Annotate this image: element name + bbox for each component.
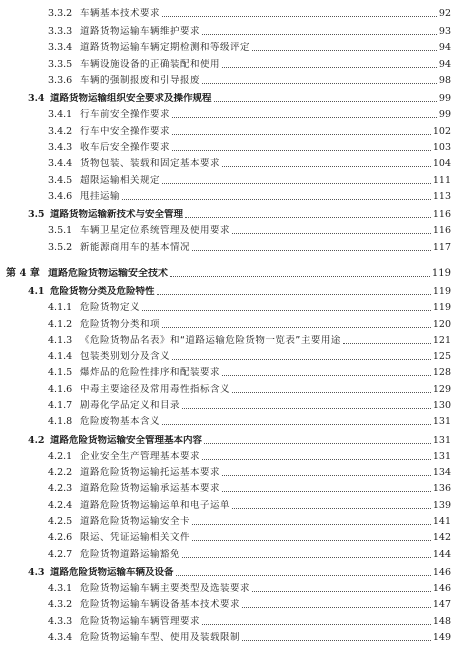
- toc-entry-title: 危险货物运输车辆主要类型及选装要求: [80, 583, 251, 594]
- toc-entry-title: 剧毒化学品定义和目录: [80, 400, 181, 411]
- toc-entry-number: 4.1.5: [48, 367, 73, 378]
- dot-leader: [252, 50, 437, 51]
- toc-entry-title: 危险废物基本含义: [80, 416, 161, 427]
- toc-entry[interactable]: [48, 526, 451, 544]
- toc-entry-page: 129: [432, 384, 451, 395]
- toc-entry-number: 3.5.1: [48, 225, 73, 236]
- toc-entry-number: 4.1.1: [48, 302, 73, 313]
- toc-entry-number: 3.4.5: [48, 175, 73, 186]
- toc-entry-title: 危险货物定义: [80, 302, 141, 313]
- toc-entry-title: 道路危险货物运输安全卡: [80, 516, 191, 527]
- dot-leader: [232, 392, 431, 393]
- toc-entry-number: 3.4.4: [48, 158, 73, 169]
- toc-entry-page: 102: [432, 126, 451, 137]
- toc-entry-number: 4.3.3: [48, 616, 73, 627]
- dot-leader: [222, 67, 437, 68]
- toc-entry-number: 4.2.5: [48, 516, 73, 527]
- toc-entry-title: 货物包装、装载和固定基本要求: [80, 158, 221, 169]
- toc-entry-number: 4.2.6: [48, 532, 73, 543]
- toc-entry-page: 146: [432, 567, 451, 578]
- toc-entry-title: 爆炸品的危险性排序和配装要求: [80, 367, 221, 378]
- toc-entry-title: 车辆设施设备的正确装配和使用: [80, 59, 221, 70]
- toc-entry[interactable]: [48, 219, 451, 237]
- toc-entry-title: 道路危险货物运输承运基本要求: [80, 483, 221, 494]
- dot-leader: [252, 591, 431, 592]
- toc-entry-title: 车辆基本技术要求: [80, 8, 161, 19]
- dot-leader: [202, 624, 431, 625]
- toc-entry-page: 94: [438, 42, 451, 53]
- dot-leader: [185, 217, 431, 218]
- dot-leader: [214, 101, 437, 102]
- toc-entry-page: 119: [432, 286, 451, 297]
- dot-leader: [192, 540, 431, 541]
- toc-entry[interactable]: [48, 361, 451, 379]
- toc-entry-number: 4.1.2: [48, 319, 73, 330]
- toc-entry-page: 142: [432, 532, 451, 543]
- toc-entry-title: 包装类别划分及含义: [80, 351, 171, 362]
- dot-leader: [162, 327, 431, 328]
- toc-entry-title: 中毒主要途径及常用毒性指标含义: [80, 384, 231, 395]
- toc-entry-title: 道路货物运输车辆定期检测和等级评定: [80, 42, 251, 53]
- toc-entry-title: 危险货物运输车辆管理要求: [80, 616, 201, 627]
- dot-leader: [172, 359, 431, 360]
- toc-entry-number: 4.1.8: [48, 416, 73, 427]
- toc-entry-title: 道路危险货物运输车辆及设备: [50, 567, 174, 578]
- toc-entry-page: 148: [432, 616, 451, 627]
- toc-entry-page: 99: [438, 93, 451, 104]
- toc-entry-title: 危险货物运输车辆设备基本技术要求: [80, 599, 241, 610]
- toc-entry-number: 3.4.6: [48, 191, 73, 202]
- toc-entry-page: 131: [432, 435, 451, 446]
- toc-entry-page: 130: [432, 400, 451, 411]
- toc-entry-number: 4.2.1: [48, 451, 73, 462]
- dot-leader: [122, 199, 431, 200]
- toc-entry-title: 限运、凭证运输相关文件: [80, 532, 191, 543]
- toc-entry-number: 4.3.4: [48, 632, 73, 643]
- toc-entry-number: 4.2.2: [48, 467, 73, 478]
- toc-entry[interactable]: [48, 543, 451, 561]
- toc-entry-page: 104: [432, 158, 451, 169]
- toc-entry-title: 甩挂运输: [80, 191, 121, 202]
- toc-entry-number: 3.4.3: [48, 142, 73, 153]
- toc-entry-page: 134: [432, 467, 451, 478]
- dot-leader: [232, 233, 431, 234]
- toc-entry-number: 3.4.1: [48, 109, 73, 120]
- toc-entry-number: 4.1.3: [48, 335, 73, 346]
- toc-entry-number: 3.5: [28, 209, 45, 220]
- toc-entry-page: 141: [432, 516, 451, 527]
- toc-entry-page: 131: [432, 416, 451, 427]
- toc-entry-page: 103: [432, 142, 451, 153]
- toc-entry[interactable]: [48, 103, 451, 121]
- toc-entry-title: 危险货物道路运输豁免: [80, 549, 181, 560]
- toc-entry-page: 128: [432, 367, 451, 378]
- toc-entry[interactable]: [48, 593, 451, 611]
- dot-leader: [162, 183, 431, 184]
- toc-entry-title: 危险货物运输车型、使用及装载限制: [80, 632, 241, 643]
- dot-leader: [242, 607, 431, 608]
- toc-entry[interactable]: [6, 262, 451, 280]
- dot-leader: [222, 166, 431, 167]
- toc-entry-page: 146: [432, 583, 451, 594]
- toc-entry-number: 4.2.7: [48, 549, 73, 560]
- dot-leader: [172, 134, 431, 135]
- toc-entry-number: 3.3.6: [48, 75, 73, 86]
- toc-entry-page: 92: [438, 8, 451, 19]
- dot-leader: [202, 34, 437, 35]
- dot-leader: [222, 491, 431, 492]
- toc-entry-number: 3.3.4: [48, 42, 73, 53]
- toc-entry-number: 3.5.2: [48, 242, 73, 253]
- toc-entry-title: 收车后安全操作要求: [80, 142, 171, 153]
- toc-entry-title: 车辆的强制报废和引导报废: [80, 75, 201, 86]
- toc-entry-page: 116: [432, 209, 451, 220]
- toc-entry-title: 危险货物分类及危险特性: [50, 286, 155, 297]
- toc-entry-title: 车辆卫星定位系统管理及使用要求: [80, 225, 231, 236]
- dot-leader: [162, 16, 437, 17]
- toc-entry-page: 116: [432, 225, 451, 236]
- dot-leader: [222, 475, 431, 476]
- dot-leader: [170, 276, 430, 277]
- toc-entry-page: 147: [432, 599, 451, 610]
- dot-leader: [343, 343, 431, 344]
- toc-entry-page: 144: [432, 549, 451, 560]
- toc-entry[interactable]: [48, 185, 451, 203]
- toc-entry-number: 第 4 章: [6, 268, 40, 279]
- dot-leader: [192, 524, 431, 525]
- toc-entry-title: 超限运输相关规定: [80, 175, 161, 186]
- toc-entry-page: 131: [432, 451, 451, 462]
- toc-entry-page: 113: [432, 191, 451, 202]
- dot-leader: [192, 250, 431, 251]
- dot-leader: [172, 117, 437, 118]
- toc-entry[interactable]: [48, 410, 451, 428]
- toc-entry[interactable]: [48, 296, 451, 314]
- toc-entry-number: 3.3.2: [48, 8, 73, 19]
- toc-entry-number: 4.1.7: [48, 400, 73, 411]
- toc-entry-title: 《危险货物品名表》和“道路运输危险货物一览表”主要用途: [80, 335, 341, 346]
- toc-entry-page: 98: [438, 75, 451, 86]
- toc-entry-page: 119: [432, 302, 451, 313]
- dot-leader: [222, 375, 431, 376]
- toc-entry[interactable]: [48, 36, 451, 54]
- toc-entry-page: 121: [432, 335, 451, 346]
- toc-entry-title: 行车中安全操作要求: [80, 126, 171, 137]
- toc-entry-number: 3.4.2: [48, 126, 73, 137]
- dot-leader: [182, 557, 431, 558]
- toc-entry-title: 行车前安全操作要求: [80, 109, 171, 120]
- toc-entry-page: 139: [432, 500, 451, 511]
- dot-leader: [202, 83, 437, 84]
- toc-entry-title: 道路货物运输组织安全要求及操作规程: [50, 93, 212, 104]
- toc-entry-number: 4.3.1: [48, 583, 73, 594]
- dot-leader: [182, 408, 431, 409]
- toc-entry-number: 4.1: [28, 286, 45, 297]
- toc-entry-title: 道路危险货物运输托运基本要求: [80, 467, 221, 478]
- toc-entry-page: 125: [432, 351, 451, 362]
- toc-entry-page: 136: [432, 483, 451, 494]
- toc-entry-number: 4.1.4: [48, 351, 73, 362]
- toc-entry-number: 3.3.3: [48, 26, 73, 37]
- toc-entry-page: 99: [438, 109, 451, 120]
- toc-entry[interactable]: [48, 477, 451, 495]
- dot-leader: [142, 310, 431, 311]
- toc-entry[interactable]: [48, 626, 451, 644]
- toc-entry[interactable]: [48, 236, 451, 254]
- toc-entry-title: 道路危险货物运输安全技术: [48, 268, 168, 279]
- toc-entry-number: 3.3.5: [48, 59, 73, 70]
- toc-entry-number: 4.3.2: [48, 599, 73, 610]
- toc-entry-page: 149: [432, 632, 451, 643]
- toc-entry-number: 4.2: [28, 435, 45, 446]
- dot-leader: [157, 294, 431, 295]
- toc-entry[interactable]: [48, 69, 451, 87]
- toc-entry-page: 119: [431, 268, 451, 279]
- dot-leader: [202, 459, 431, 460]
- toc-entry-page: 117: [432, 242, 451, 253]
- toc-entry-title: 危险货物分类和项: [80, 319, 161, 330]
- toc-entry-page: 111: [432, 175, 451, 186]
- toc-entry-title: 企业安全生产管理基本要求: [80, 451, 201, 462]
- toc-entry-title: 道路危险货物运输安全管理基本内容: [50, 435, 203, 446]
- toc-entry-title: 新能源商用车的基本情况: [80, 242, 191, 253]
- toc-entry-number: 4.3: [28, 567, 45, 578]
- toc-entry-number: 4.2.3: [48, 483, 73, 494]
- toc-entry-title: 道路危险货物运输运单和电子运单: [80, 500, 231, 511]
- toc-entry-page: 94: [438, 59, 451, 70]
- toc-entry-number: 4.1.6: [48, 384, 73, 395]
- toc-entry-title: 道路货物运输车辆维护要求: [80, 26, 201, 37]
- dot-leader: [162, 424, 431, 425]
- toc-entry-page: 120: [432, 319, 451, 330]
- toc-entry-page: 93: [438, 26, 451, 37]
- dot-leader: [172, 150, 431, 151]
- toc-entry-number: 4.2.4: [48, 500, 73, 511]
- dot-leader: [176, 575, 431, 576]
- toc-entry-title: 道路货物运输新技术与安全管理: [50, 209, 184, 220]
- dot-leader: [232, 508, 431, 509]
- toc-entry-number: 3.4: [28, 93, 45, 104]
- dot-leader: [204, 443, 431, 444]
- dot-leader: [242, 640, 431, 641]
- toc-entry[interactable]: [48, 2, 451, 20]
- toc-entry[interactable]: [48, 152, 451, 170]
